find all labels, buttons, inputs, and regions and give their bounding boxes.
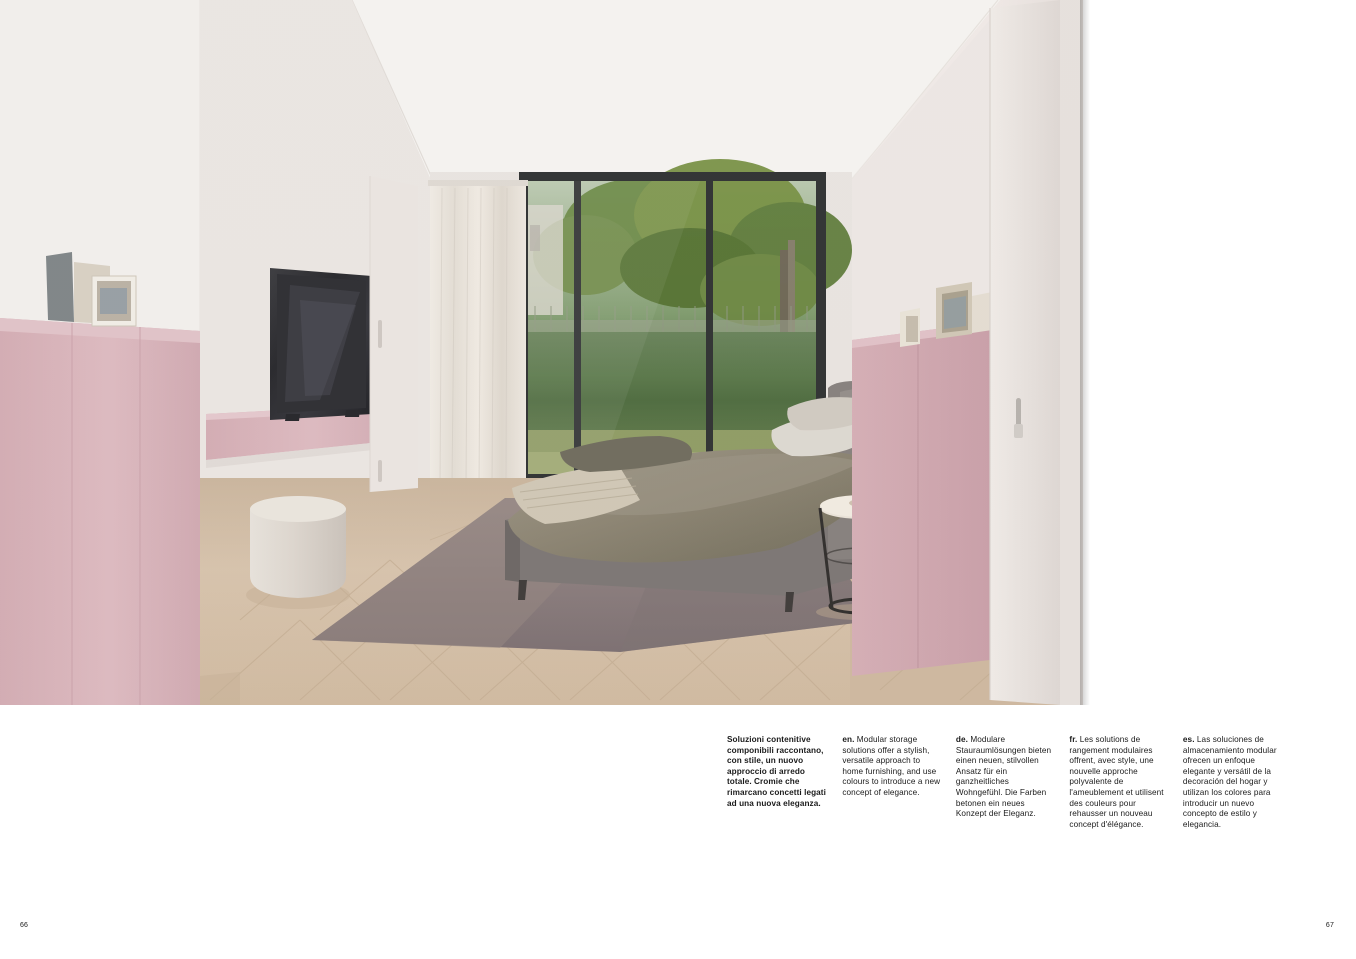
caption-es-text: Las soluciones de almacenamiento modular ofrecen un enfoque elegante y versátil de la decoración del hogar y utilizan los colores para introducir un nuevo concepto de estilo y elegancia. (1182, 735, 1277, 829)
caption-de-text: Modulare Stauraumlösungen bieten einen neuen, stilvollen Ansatz für ein ganzheitliches Wohngefühl. Die Farben betonen ein neues Konzept der Eleganz. (955, 735, 1052, 819)
caption-es (1183, 735, 1287, 830)
page-number-left: 66 (20, 922, 29, 929)
caption-fr (1069, 735, 1168, 830)
caption-es-lang: es. (1182, 735, 1195, 744)
caption-en-text: Modular storage solutions offer a stylish, versatile approach to home furnishing, and use colours to introduce a new concept of elegance. (842, 735, 941, 797)
caption-it (727, 735, 827, 830)
caption-fr-lang: fr. (1069, 735, 1078, 744)
caption-fr-text: Les solutions de rangement modulaires offrent, avec style, une nouvelle approche polyvalente de l'ameublement et utilisent des couleurs pour rehausser un nouveau concept d'élégance. (1069, 735, 1164, 829)
caption-en-lang: en. (842, 735, 855, 744)
caption-block (727, 735, 1287, 830)
caption-de (956, 735, 1055, 830)
page-number-right: 67 (1325, 922, 1334, 929)
caption-it-text: Soluzioni contenitive componibili raccontano, con stile, un nuovo approccio di arredo totale. Cromie che rimarcano concetti legati ad una nuova eleganza. (727, 735, 826, 808)
caption-en (842, 735, 941, 830)
caption-de-lang: de. (955, 735, 968, 744)
